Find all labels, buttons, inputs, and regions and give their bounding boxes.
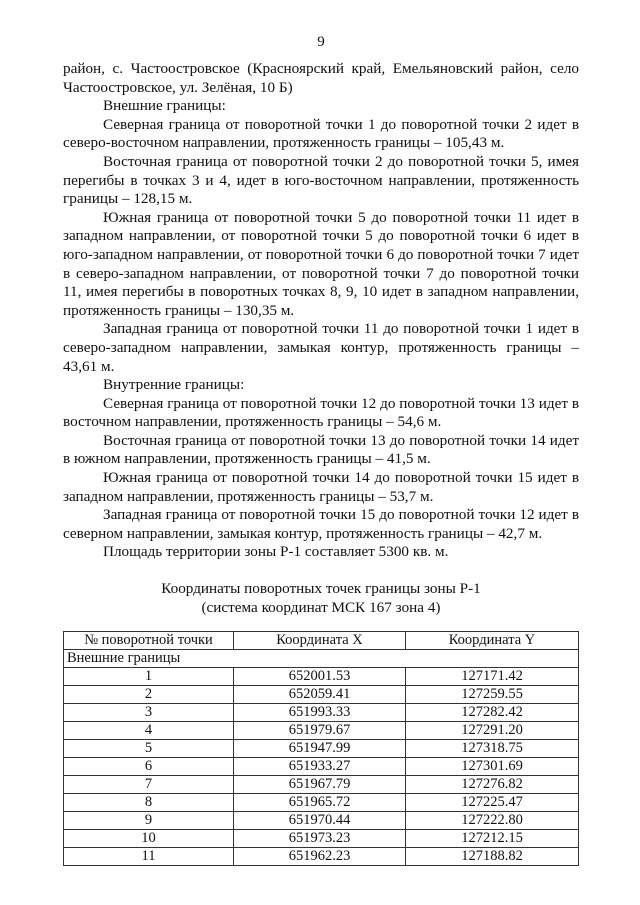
coordinates-table (63, 631, 579, 866)
section-label: Внешние границы: (103, 97, 226, 115)
point-number-cell: 9 (64, 812, 234, 830)
coordinate-y-cell: 127171.42 (406, 668, 579, 686)
header-coordinate-y: Координата Y (406, 632, 579, 650)
coordinate-x-cell: 651979.67 (234, 722, 406, 740)
coordinate-y-cell: 127291.20 (406, 722, 579, 740)
paragraph: Южная граница от поворотной точки 5 до поворотной точки 11 идет в западном направлении, от поворотной точки 5 до поворотной точки 6 идет в юго-западном направлении, от поворотной точки 6 до поворотной точки 7 идет в северо-западном направлении, от поворотной точки 7 до поворотной точки 11, имея перегибы в поворотных точках 8, 9, 10 идет в западном направлении, протяженность границы – 130,35 м. (63, 208, 579, 319)
coordinate-y-cell: 127282.42 (406, 704, 579, 722)
coordinate-y-cell: 127225.47 (406, 794, 579, 812)
table-row (64, 758, 579, 776)
point-number-cell: 1 (64, 668, 234, 686)
coordinate-x-cell: 651965.72 (234, 794, 406, 812)
point-number-cell: 8 (64, 794, 234, 812)
paragraph: Северная граница от поворотной точки 1 до поворотной точки 2 идет в северо-восточном направлении, протяженность границы – 105,43 м. (63, 115, 579, 152)
paragraph: Площадь территории зоны Р-1 составляет 5300 кв. м. (103, 543, 449, 561)
section-label: Внешние границы (64, 650, 579, 668)
table-row (64, 722, 579, 740)
paragraph: Южная граница от поворотной точки 14 до поворотной точки 15 идет в западном направлении, протяженность границы – 53,7 м. (63, 469, 579, 505)
table-title (63, 580, 579, 617)
coordinate-x-cell: 651933.27 (234, 758, 406, 776)
header-coordinate-x: Координата X (234, 632, 406, 650)
table-row (64, 848, 579, 866)
paragraph: Западная граница от поворотной точки 11 до поворотной точки 1 идет в северо-западном направлении, замыкая контур, протяженность границы – 43,61 м. (63, 320, 579, 375)
coordinate-y-cell: 127188.82 (406, 848, 579, 866)
header-point-number: № поворотной точки (64, 632, 234, 650)
point-number-cell: 4 (64, 722, 234, 740)
paragraph: Западная граница от поворотной точки 15 до поворотной точки 12 идет в северном направлении, замыкая контур, протяженность границы – 42,7 м. (63, 506, 579, 542)
table-section-row (64, 650, 579, 668)
coordinate-x-cell: 651973.23 (234, 830, 406, 848)
table-row (64, 812, 579, 830)
table-row (64, 794, 579, 812)
coordinate-x-cell: 651993.33 (234, 704, 406, 722)
coordinate-x-cell: 651947.99 (234, 740, 406, 758)
table-row (64, 686, 579, 704)
point-number-cell: 2 (64, 686, 234, 704)
coordinate-x-cell: 651970.44 (234, 812, 406, 830)
coordinate-x-cell: 652001.53 (234, 668, 406, 686)
coordinate-y-cell: 127259.55 (406, 686, 579, 704)
point-number-cell: 7 (64, 776, 234, 794)
coordinate-y-cell: 127318.75 (406, 740, 579, 758)
table-row (64, 668, 579, 686)
table-row (64, 830, 579, 848)
table-row (64, 704, 579, 722)
coordinate-x-cell: 651967.79 (234, 776, 406, 794)
paragraph: Восточная граница от поворотной точки 13 до поворотной точки 14 идет в южном направлении, протяженность границы – 41,5 м. (63, 431, 579, 468)
table-row (64, 740, 579, 758)
coordinate-x-cell: 651962.23 (234, 848, 406, 866)
point-number-cell: 3 (64, 704, 234, 722)
coordinate-x-cell: 652059.41 (234, 686, 406, 704)
point-number-cell: 5 (64, 740, 234, 758)
section-label: Внутренние границы: (103, 376, 245, 394)
coordinate-y-cell: 127222.80 (406, 812, 579, 830)
document-body (63, 60, 579, 562)
coordinate-y-cell: 127212.15 (406, 830, 579, 848)
paragraph: Восточная граница от поворотной точки 2 до поворотной точки 5, имея перегибы в точках 3 и 4, идет в юго-восточном направлении, протяженность границы – 128,15 м. (63, 152, 579, 208)
table-row (64, 776, 579, 794)
point-number-cell: 6 (64, 758, 234, 776)
page-number: 9 (317, 34, 325, 50)
paragraph: район, с. Частоостровское (Красноярский край, Емельяновский район, село Частоостровское, ул. Зелёная, 10 Б) (63, 60, 579, 96)
point-number-cell: 11 (64, 848, 234, 866)
coordinate-y-cell: 127276.82 (406, 776, 579, 794)
point-number-cell: 10 (64, 830, 234, 848)
table-subtitle-line: (система координат МСК 167 зона 4) (201, 598, 441, 616)
paragraph: Северная граница от поворотной точки 12 до поворотной точки 13 идет в восточном направлении, протяженность границы – 54,6 м. (63, 394, 579, 431)
table-title-line: Координаты поворотных точек границы зоны Р-1 (161, 580, 481, 598)
table-header-row (64, 632, 579, 650)
coordinate-y-cell: 127301.69 (406, 758, 579, 776)
